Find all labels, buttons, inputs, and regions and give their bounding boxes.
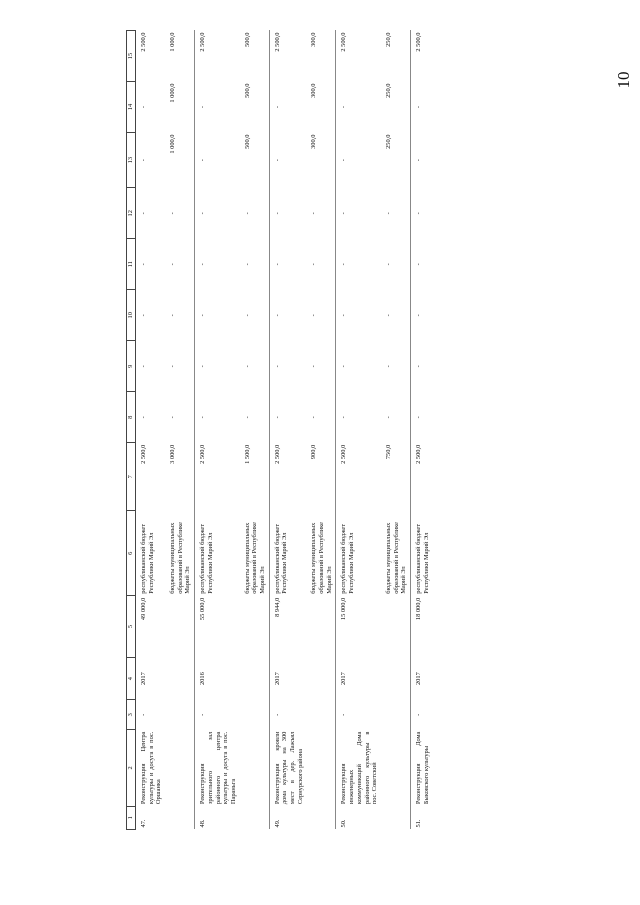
cell-c15: 250,0 bbox=[384, 32, 392, 47]
cell-c11: - bbox=[243, 263, 251, 266]
column-header-2: 2 bbox=[127, 730, 136, 807]
cell-c8: - bbox=[414, 416, 422, 419]
cell-c10: - bbox=[340, 314, 348, 317]
empty-cell bbox=[381, 806, 411, 829]
row-number: 47. bbox=[140, 819, 147, 828]
cell-c12: - bbox=[243, 212, 251, 215]
empty-cell bbox=[165, 700, 195, 730]
cell-c11: - bbox=[140, 263, 147, 266]
funding-source: республиканский бюджет Республики Марий Эл bbox=[199, 523, 214, 594]
row-number: 48. bbox=[199, 819, 207, 828]
empty-cell bbox=[240, 730, 270, 807]
funding-source: бюджеты муниципальных образований в Республике Марий Эл bbox=[310, 522, 333, 594]
cell-c9: - bbox=[340, 365, 348, 368]
cell-c12: - bbox=[273, 212, 281, 215]
column-header-10: 10 bbox=[127, 290, 136, 341]
cell-c8: - bbox=[140, 416, 147, 419]
cell-c11: - bbox=[199, 263, 207, 266]
cell-total-cost: 18 000,0 bbox=[414, 597, 422, 621]
empty-cell bbox=[240, 806, 270, 829]
cell-c14: - bbox=[340, 105, 348, 109]
empty-cell bbox=[165, 806, 195, 829]
cell-c11: - bbox=[340, 263, 348, 266]
cell-c9: - bbox=[199, 365, 207, 368]
cell-c11: - bbox=[310, 263, 318, 266]
column-header-3: 3 bbox=[127, 700, 136, 730]
cell-c15: 2 500,0 bbox=[140, 32, 147, 52]
column-header-15: 15 bbox=[127, 31, 136, 82]
cell-c13: 1 000,0 bbox=[169, 134, 177, 154]
column-header-6: 6 bbox=[127, 511, 136, 596]
cell-c7: 2 500,0 bbox=[140, 444, 147, 464]
cell-c7: 900,0 bbox=[310, 444, 318, 460]
funding-source: бюджеты муниципальных образований в Республике Марий Эл bbox=[169, 522, 192, 594]
cell-c10: - bbox=[169, 314, 177, 317]
table-row bbox=[270, 31, 307, 830]
funding-source: республиканский бюджет Республики Марий Эл bbox=[140, 523, 155, 594]
cell-c10: - bbox=[414, 314, 422, 317]
cell-c8: - bbox=[243, 416, 251, 419]
cell-total-cost: 8 944,0 bbox=[273, 597, 281, 617]
funding-source: республиканский бюджет Республики Марий Эл bbox=[414, 523, 430, 594]
cell-c11: - bbox=[273, 263, 281, 266]
cell-total-cost: 15 000,0 bbox=[340, 597, 348, 621]
cell-c10: - bbox=[273, 314, 281, 317]
object-name: Реконструкция зрительного зал районного центра культуры и досуга в пос. Параньга bbox=[199, 731, 237, 805]
funding-source: бюджеты муниципальных образований в Республике Марий Эл bbox=[384, 522, 408, 594]
table-row bbox=[240, 31, 270, 830]
cell-c15: 300,0 bbox=[310, 32, 318, 47]
cell-c12: - bbox=[414, 212, 422, 215]
cell-c7: 2 500,0 bbox=[340, 444, 348, 464]
cell-c14: 250,0 bbox=[384, 83, 392, 98]
cell-c9: - bbox=[384, 365, 392, 368]
cell-c14: - bbox=[273, 105, 281, 109]
object-name: Реконструкция Центра культуры и досуга в пос. Оршанка bbox=[140, 731, 163, 805]
empty-cell bbox=[240, 700, 270, 730]
cell-c15: 2 500,0 bbox=[273, 32, 281, 52]
cell-c13: 250,0 bbox=[384, 134, 392, 149]
empty-cell bbox=[381, 657, 411, 700]
table-row bbox=[381, 31, 411, 830]
funding-source: республиканский бюджет Республики Марий Эл bbox=[340, 523, 356, 594]
column-number-row bbox=[127, 31, 136, 830]
cell-c15: 500,0 bbox=[243, 32, 251, 47]
empty-cell bbox=[165, 596, 195, 658]
cell-c9: - bbox=[414, 365, 422, 368]
column-header-12: 12 bbox=[127, 188, 136, 239]
column-header-11: 11 bbox=[127, 239, 136, 290]
column-header-8: 8 bbox=[127, 392, 136, 443]
budget-table-container bbox=[124, 30, 594, 830]
cell-year: 2016 bbox=[199, 672, 207, 686]
empty-cell bbox=[165, 730, 195, 807]
object-name: Реконструкция инженерных коммуникаций Дома районного культуры в пос. Советский bbox=[340, 731, 379, 805]
empty-cell bbox=[381, 700, 411, 730]
cell-c12: - bbox=[140, 212, 147, 215]
cell-c9: - bbox=[243, 365, 251, 368]
cell-c10: - bbox=[384, 314, 392, 317]
cell-c15: 2 500,0 bbox=[340, 32, 348, 52]
cell-c12: - bbox=[310, 212, 318, 215]
cell-c14: 300,0 bbox=[310, 83, 318, 98]
cell-c13: - bbox=[273, 159, 281, 162]
cell-col3: - bbox=[199, 713, 207, 716]
cell-c10: - bbox=[140, 314, 147, 317]
empty-cell bbox=[306, 657, 336, 700]
column-header-9: 9 bbox=[127, 341, 136, 392]
cell-col3: - bbox=[340, 713, 348, 716]
row-number: 51. bbox=[414, 819, 422, 828]
table-row bbox=[306, 31, 336, 830]
cell-c8: - bbox=[310, 416, 318, 419]
table-row bbox=[336, 31, 380, 830]
cell-c9: - bbox=[169, 365, 177, 368]
budget-table bbox=[124, 30, 432, 830]
cell-c13: - bbox=[340, 159, 348, 162]
cell-c12: - bbox=[340, 212, 348, 215]
cell-c12: - bbox=[199, 212, 207, 215]
cell-c11: - bbox=[414, 263, 422, 266]
cell-c7: 750,0 bbox=[384, 444, 392, 460]
cell-c15: 2 500,0 bbox=[414, 32, 422, 52]
empty-cell bbox=[240, 596, 270, 658]
cell-c10: - bbox=[310, 314, 318, 317]
column-header-5: 5 bbox=[127, 596, 136, 658]
cell-c12: - bbox=[169, 212, 177, 215]
empty-cell bbox=[240, 657, 270, 700]
cell-c14: - bbox=[199, 105, 207, 109]
cell-c10: - bbox=[243, 314, 251, 317]
column-header-1: 1 bbox=[127, 806, 136, 829]
cell-c13: - bbox=[199, 159, 207, 162]
cell-c13: 500,0 bbox=[243, 134, 251, 149]
cell-c12: - bbox=[384, 212, 392, 215]
cell-c14: - bbox=[140, 105, 147, 109]
cell-c11: - bbox=[169, 263, 177, 266]
table-row bbox=[165, 31, 195, 830]
cell-c11: - bbox=[384, 263, 392, 266]
row-number: 50. bbox=[340, 819, 348, 828]
funding-source: республиканский бюджет Республики Марий Эл bbox=[273, 523, 289, 594]
cell-c13: 300,0 bbox=[310, 134, 318, 149]
cell-col3: - bbox=[140, 713, 147, 716]
empty-cell bbox=[306, 806, 336, 829]
cell-c9: - bbox=[273, 365, 281, 368]
column-header-7: 7 bbox=[127, 443, 136, 511]
page-number: 10 bbox=[614, 71, 633, 89]
cell-col3: - bbox=[414, 713, 422, 716]
row-number: 49. bbox=[273, 819, 281, 828]
cell-col3: - bbox=[273, 713, 281, 716]
column-header-13: 13 bbox=[127, 133, 136, 188]
empty-cell bbox=[306, 730, 336, 807]
cell-c14: - bbox=[414, 105, 422, 109]
object-name: Реконструкция Дома Быковского культуры bbox=[414, 731, 430, 805]
cell-c8: - bbox=[340, 416, 348, 419]
empty-cell bbox=[306, 596, 336, 658]
cell-c9: - bbox=[140, 365, 147, 368]
empty-cell bbox=[306, 700, 336, 730]
cell-total-cost: 49 000,0 bbox=[140, 597, 147, 621]
cell-c8: - bbox=[384, 416, 392, 419]
empty-cell bbox=[381, 596, 411, 658]
column-header-14: 14 bbox=[127, 82, 136, 133]
funding-source: бюджеты муниципальных образований в Республике Марий Эл bbox=[243, 522, 266, 594]
table-body bbox=[136, 31, 433, 830]
cell-c15: 2 500,0 bbox=[199, 32, 207, 52]
cell-c8: - bbox=[169, 416, 177, 419]
cell-year: 2017 bbox=[140, 672, 147, 686]
table-row bbox=[195, 31, 239, 830]
cell-c14: 500,0 bbox=[243, 83, 251, 98]
object-name: Реконструкция кровли дома культуры на 300 мест в дер. Лажъял Сернурского района bbox=[273, 731, 304, 805]
cell-c8: - bbox=[273, 416, 281, 419]
cell-c10: - bbox=[199, 314, 207, 317]
cell-c14: 1 000,0 bbox=[169, 83, 177, 103]
cell-c7: 2 500,0 bbox=[199, 444, 207, 464]
table-row bbox=[411, 31, 432, 830]
table-row bbox=[136, 31, 166, 830]
cell-c15: 1 000,0 bbox=[169, 32, 177, 52]
empty-cell bbox=[381, 730, 411, 807]
cell-total-cost: 55 000,0 bbox=[199, 597, 207, 621]
cell-c7: 1 500,0 bbox=[243, 444, 251, 464]
column-header-4: 4 bbox=[127, 657, 136, 700]
cell-c13: - bbox=[140, 159, 147, 162]
cell-c9: - bbox=[310, 365, 318, 368]
cell-c7: 2 500,0 bbox=[414, 444, 422, 464]
cell-c7: 2 500,0 bbox=[273, 444, 281, 464]
cell-c8: - bbox=[199, 416, 207, 419]
cell-c13: - bbox=[414, 159, 422, 162]
cell-c7: 3 000,0 bbox=[169, 444, 177, 464]
cell-year: 2017 bbox=[340, 672, 348, 686]
cell-year: 2017 bbox=[273, 672, 281, 686]
cell-year: 2017 bbox=[414, 672, 422, 686]
empty-cell bbox=[165, 657, 195, 700]
